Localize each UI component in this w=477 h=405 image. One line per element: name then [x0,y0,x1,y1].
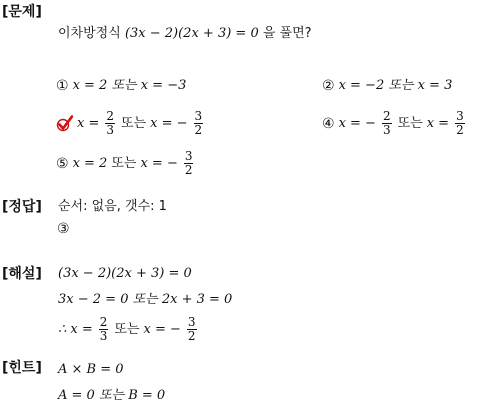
frac-denominator: 3 [106,123,114,137]
check-icon [56,115,73,132]
choice-2-marker: ② [322,78,335,94]
explanation-line-3-mid: 또는 [114,321,140,337]
frac-numerator: 2 [382,109,391,123]
choice-4-part1: x = − [338,115,376,131]
frac-numerator: 2 [99,315,108,329]
answer-label: [정답] [2,199,42,215]
choice-5-part1: x = 2 [72,155,108,171]
frac-numerator: 2 [106,109,114,123]
explanation-line-2 [58,292,232,308]
explanation-line-2-text: 3x − 2 = 0 또는 2x + 3 = 0 [58,292,233,307]
choice-5[interactable] [56,150,195,177]
choice-4-frac2 [455,110,465,137]
choice-4-marker: ④ [322,115,335,132]
choice-5-frac2 [184,150,194,177]
choice-4[interactable] [322,110,467,137]
explanation-label: [해설] [2,266,42,282]
answer-order: 순서: 없음, 갯수: 1 [58,199,167,214]
choice-4-frac1 [382,110,392,137]
frac-denominator: 3 [382,123,391,137]
choice-4-mid: 또는 [397,115,423,131]
answer-value: ③ [57,221,70,237]
choice-3-frac2 [194,110,204,137]
choice-3-frac1 [105,110,115,137]
hint-label: [힌트] [2,360,42,376]
choice-5-part2: x = − [140,155,178,171]
frac-numerator: 3 [184,149,193,163]
choice-5-mid: 또는 [111,155,137,171]
choice-1[interactable] [56,78,186,94]
frac-denominator: 3 [99,329,108,343]
choice-2-text: x = −2 또는 x = 3 [338,78,453,93]
choice-2[interactable] [322,78,452,94]
problem-suffix: 을 풀면? [262,26,312,41]
problem-label: [문제] [2,4,42,20]
explanation-line-3 [58,316,199,343]
choice-3-mid: 또는 [121,115,147,131]
hint-line-2: A = 0 또는 B = 0 [58,388,166,403]
frac-numerator: 3 [187,315,196,329]
problem-prefix: 이차방정식 [58,26,121,41]
choice-1-text: x = 2 또는 x = −3 [72,78,187,93]
frac-denominator: 2 [184,163,193,177]
frac-denominator: 2 [187,329,196,343]
problem-text [58,26,312,42]
problem-equation: (3x − 2)(2x + 3) = 0 [124,26,259,41]
explanation-frac2 [187,316,197,343]
choice-4-part2: x = [426,115,450,131]
choice-3-part2: x = − [150,115,188,131]
explanation-line-3-prefix: ∴ x = [58,321,93,337]
frac-denominator: 2 [194,123,203,137]
choice-5-marker: ⑤ [56,155,69,172]
choice-3-part1: x = [77,115,100,131]
explanation-frac1 [99,316,109,343]
hint-line-1: A × B = 0 [58,362,124,377]
choice-1-marker: ① [56,78,69,94]
choice-3[interactable] [56,110,205,137]
explanation-line-3-part2: x = − [143,321,181,337]
frac-numerator: 3 [456,109,464,123]
explanation-line-1: (3x − 2)(2x + 3) = 0 [58,266,192,281]
frac-denominator: 2 [456,123,464,137]
frac-numerator: 3 [194,109,203,123]
